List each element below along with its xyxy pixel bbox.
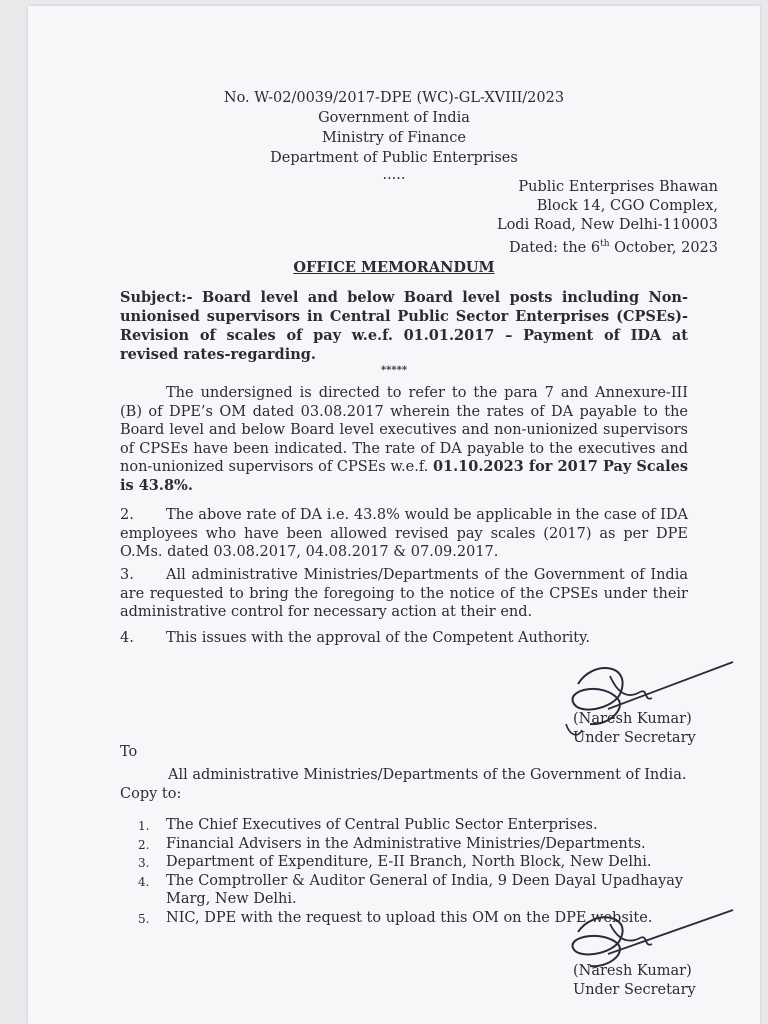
address-line-1: Public Enterprises Bhawan [518,179,718,195]
address-line-3: Lodi Road, New Delhi-110003 [496,217,718,233]
list-item: 2. Financial Advisers in the Administrative Ministries/Departments. [138,835,646,852]
document-page [28,6,760,1024]
header-separator: ..... [382,167,406,183]
signatory-designation: Under Secretary [573,730,696,746]
government-name: Government of India [318,110,470,126]
paragraph-4: 4. This issues with the approval of the Competent Authority. [120,630,590,646]
reference-number: No. W-02/0039/2017-DPE (WC)-GL-XVIII/2023 [223,90,565,106]
department-name: Department of Public Enterprises [270,150,518,166]
signatory-block [573,710,696,748]
paragraph-3: 3. All administrative Ministries/Departments of the Government of India are requested to bring the foregoing to the notice of the CPSEs under their administrative control for necessary action at their end. [120,567,688,620]
signatory-block-2 [573,962,696,1000]
list-item: 5. NIC, DPE with the request to upload this OM on the DPE website. [138,909,653,926]
memo-title: OFFICE MEMORANDUM [293,259,495,276]
ministry-name: Ministry of Finance [322,130,466,146]
list-item: 4. The Comptroller & Auditor General of India, 9 Deen Dayal Upadhayay Marg, New Delhi. [138,872,684,907]
to-label: To [120,744,138,760]
letter-header [28,88,760,182]
date-line: Dated: the 6th October, 2023 [509,239,718,256]
stars-separator: ***** [380,365,408,376]
addressee: All administrative Ministries/Departments of the Government of India. Copy to: [120,766,696,804]
signatory-name: (Naresh Kumar) [573,963,692,979]
address-line-2: Block 14, CGO Complex, [536,198,718,214]
signatory-designation: Under Secretary [573,982,696,998]
copy-to-label: Copy to: [120,786,182,802]
list-item: 1. The Chief Executives of Central Public Sector Enterprises. [138,817,598,833]
signatory-name: (Naresh Kumar) [573,711,692,727]
paragraph-1: The undersigned is directed to refer to the para 7 and Annexure-III (B) of DPE’s OM dated 03.08.2017 wherein the rates of DA payable to the Board level and below Board level executives and non-unionized supervisors of CPSEs have been indicated. The rate of DA payable to the executives and non-unionized supervisors of CPSEs w.e.f. 01.10.2023 for 2017 Pay Scales is 43.8%. [120,385,688,494]
subject: Subject:- Board level and below Board level posts including Non-unionised supervisors in Central Public Sector Enterprises (CPSEs)- Revision of scales of pay w.e.f. 01.01.2017 – Payment of IDA at revised rates-regarding. [120,289,688,363]
list-item: 3. Department of Expenditure, E-II Branch, North Block, New Delhi. [138,854,652,870]
sender-address [418,178,718,258]
paragraph-2: 2. The above rate of DA i.e. 43.8% would be applicable in the case of IDA employees who have been allowed revised pay scales (2017) as per DPE O.Ms. dated 03.08.2017, 04.08.2017 & 07.09.2017. [120,507,688,560]
